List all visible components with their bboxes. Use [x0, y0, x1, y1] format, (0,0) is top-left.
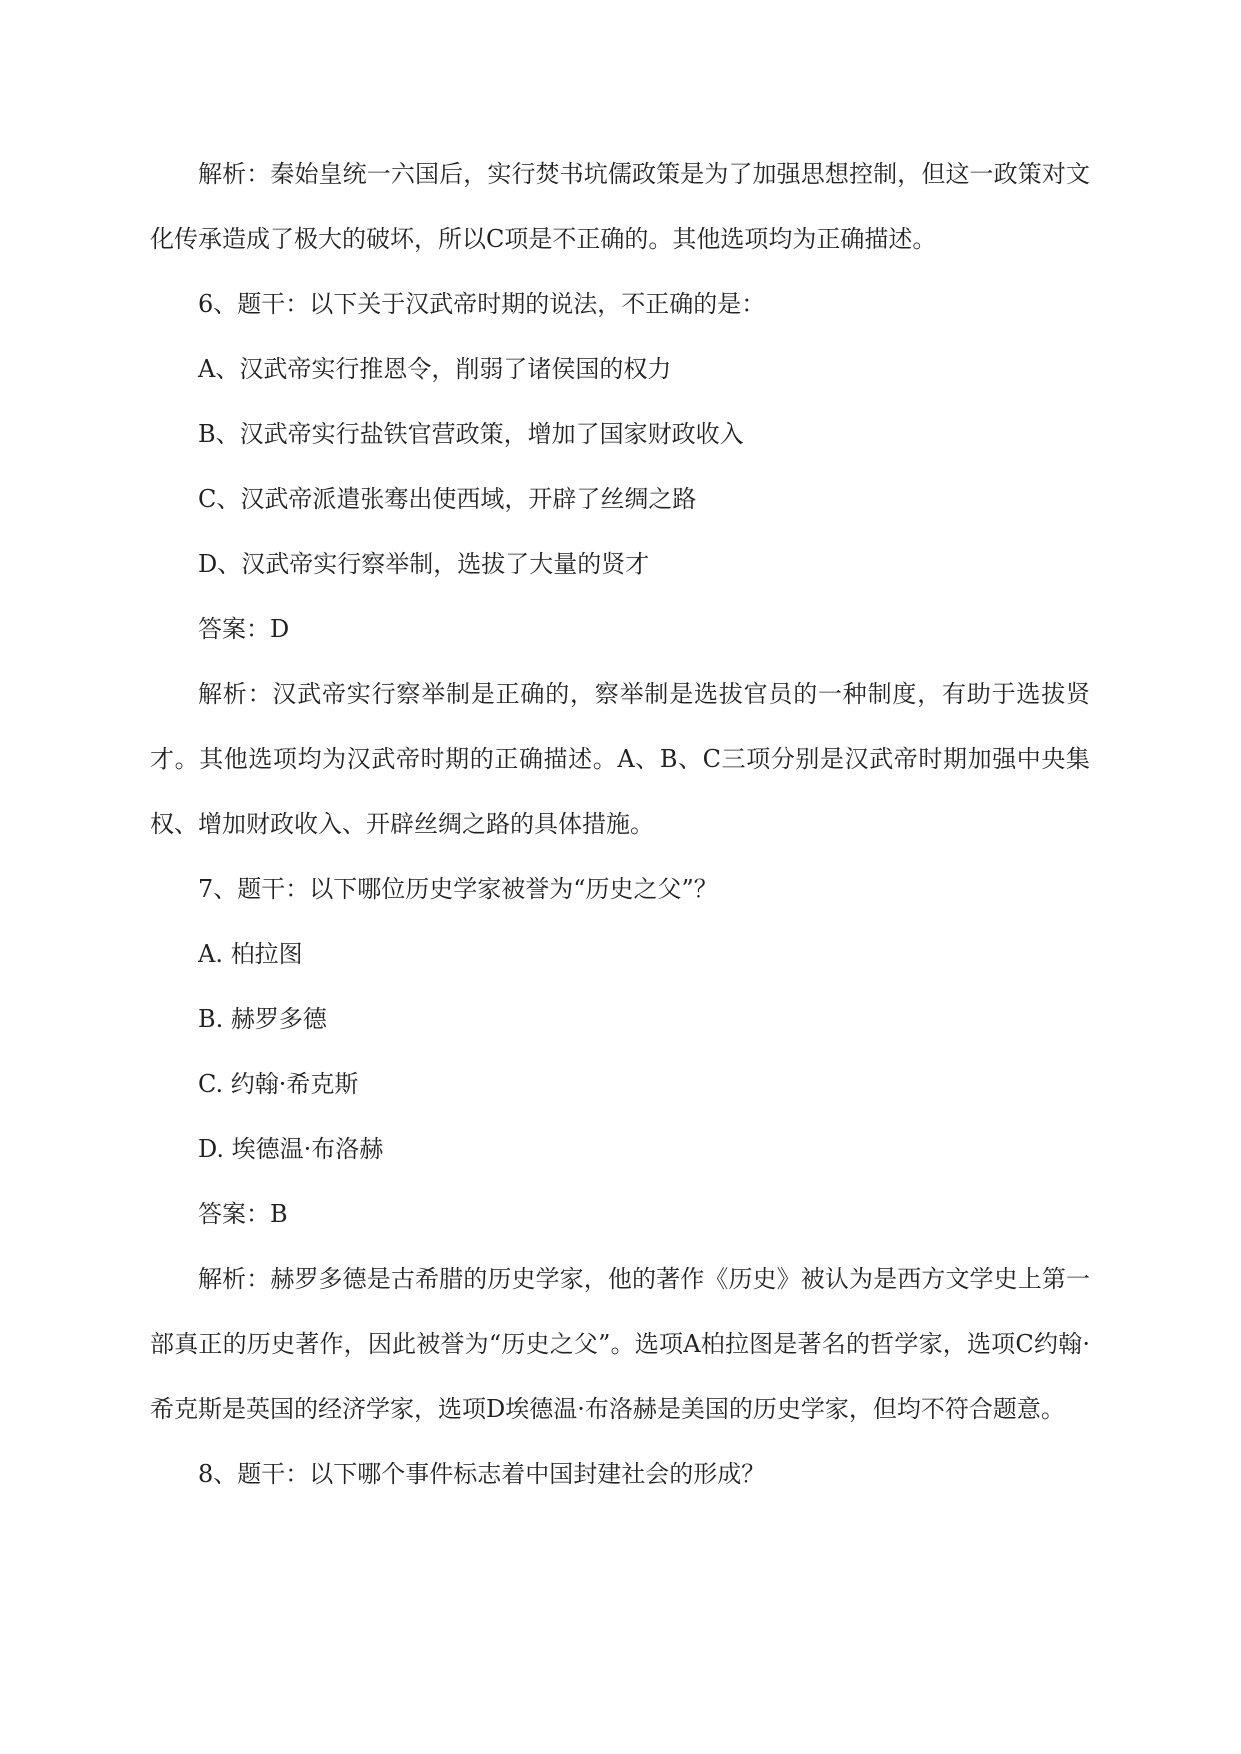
question-7-option-c: C. 约翰·希克斯 — [198, 1070, 359, 1098]
explanation-q7: 解析：赫罗多德是古希腊的历史学家，他的著作《历史》被认为是西方文学史上第一部真正的历史著作，因此被誉为“历史之父”。选项A柏拉图是著名的哲学家，选项C约翰·希克斯是英国的经济学家，选项D埃德温·布洛赫是美国的历史学家，但均不符合题意。 — [150, 1265, 1090, 1423]
question-7-stem: 7、题干：以下哪位历史学家被誉为“历史之父”？ — [198, 875, 718, 903]
question-6-option-b: B、汉武帝实行盐铁官营政策，增加了国家财政收入 — [198, 420, 744, 448]
explanation-q5: 解析：秦始皇统一六国后，实行焚书坑儒政策是为了加强思想控制，但这一政策对文化传承造成了极大的破坏，所以C项是不正确的。其他选项均为正确描述。 — [150, 160, 1090, 253]
question-6-option-d: D、汉武帝实行察举制，选拔了大量的贤才 — [198, 550, 650, 578]
question-6-answer: 答案：D — [198, 615, 290, 643]
question-6-option-a: A、汉武帝实行推恩令，削弱了诸侯国的权力 — [198, 355, 672, 383]
explanation-q6: 解析：汉武帝实行察举制是正确的，察举制是选拔官员的一种制度，有助于选拔贤才。其他选项均为汉武帝时期的正确描述。A、B、C三项分别是汉武帝时期加强中央集权、增加财政收入、开辟丝绸之路的具体措施。 — [150, 680, 1090, 838]
question-7-answer: 答案：B — [198, 1200, 288, 1228]
question-7-option-a: A. 柏拉图 — [198, 940, 303, 968]
question-6-option-c: C、汉武帝派遣张骞出使西域，开辟了丝绸之路 — [198, 485, 697, 513]
question-7-option-b: B. 赫罗多德 — [198, 1005, 327, 1033]
question-7-option-d: D. 埃德温·布洛赫 — [198, 1135, 384, 1163]
question-6-stem: 6、题干：以下关于汉武帝时期的说法，不正确的是： — [198, 290, 766, 318]
question-8-stem: 8、题干：以下哪个事件标志着中国封建社会的形成？ — [198, 1460, 766, 1488]
document-body — [150, 142, 1090, 1507]
